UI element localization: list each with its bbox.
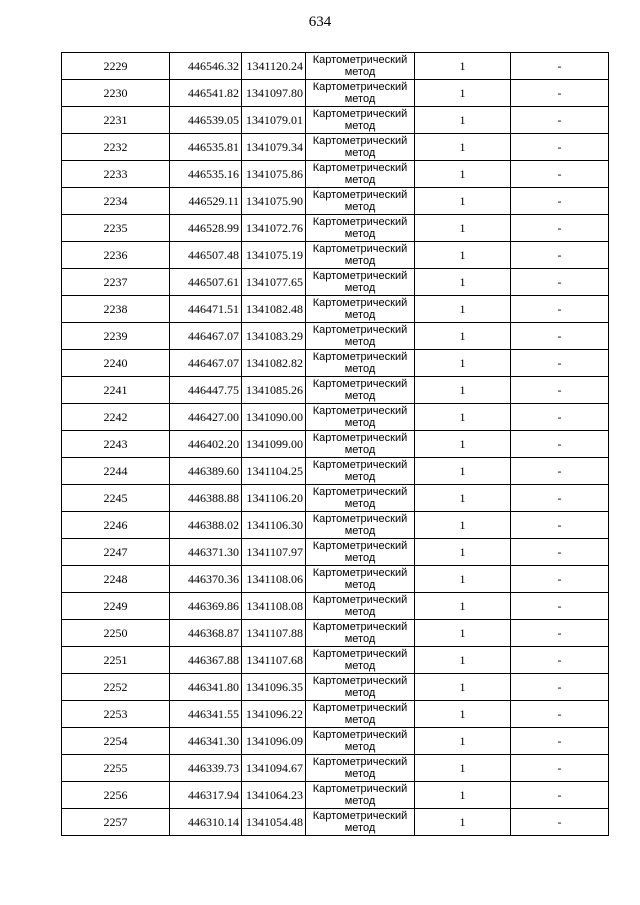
accuracy-cell: 1 — [415, 404, 511, 431]
description-cell: - — [511, 458, 609, 485]
point-number-cell: 2236 — [62, 242, 170, 269]
method-line-1: Картометрический — [312, 324, 408, 336]
method-line-1: Картометрический — [312, 540, 408, 552]
method-cell — [306, 242, 415, 269]
method-line-1: Картометрический — [312, 567, 408, 579]
x-coordinate-cell: 446471.51 — [170, 296, 242, 323]
y-coordinate-cell: 1341075.86 — [242, 161, 306, 188]
table-row — [62, 242, 609, 269]
description-cell: - — [511, 296, 609, 323]
description-cell: - — [511, 512, 609, 539]
table-row — [62, 377, 609, 404]
y-coordinate-cell: 1341096.35 — [242, 674, 306, 701]
method-line-2: метод — [344, 66, 376, 78]
point-number-cell: 2249 — [62, 593, 170, 620]
method-line-2: метод — [344, 822, 376, 834]
description-cell: - — [511, 107, 609, 134]
point-number-cell: 2247 — [62, 539, 170, 566]
x-coordinate-cell: 446341.55 — [170, 701, 242, 728]
y-coordinate-cell: 1341094.67 — [242, 755, 306, 782]
accuracy-cell: 1 — [415, 188, 511, 215]
y-coordinate-cell: 1341120.24 — [242, 53, 306, 80]
method-line-2: метод — [344, 714, 376, 726]
description-cell: - — [511, 485, 609, 512]
description-cell: - — [511, 188, 609, 215]
table-row — [62, 296, 609, 323]
accuracy-cell: 1 — [415, 512, 511, 539]
point-number-cell: 2237 — [62, 269, 170, 296]
method-line-2: метод — [344, 174, 376, 186]
method-line-1: Картометрический — [312, 81, 408, 93]
x-coordinate-cell: 446310.14 — [170, 809, 242, 836]
method-cell — [306, 728, 415, 755]
description-cell: - — [511, 242, 609, 269]
x-coordinate-cell: 446535.16 — [170, 161, 242, 188]
accuracy-cell: 1 — [415, 539, 511, 566]
method-line-1: Картометрический — [312, 486, 408, 498]
method-line-1: Картометрический — [312, 810, 408, 822]
method-cell — [306, 485, 415, 512]
accuracy-cell: 1 — [415, 647, 511, 674]
x-coordinate-cell: 446467.07 — [170, 323, 242, 350]
method-cell — [306, 782, 415, 809]
accuracy-cell: 1 — [415, 53, 511, 80]
table-row — [62, 188, 609, 215]
method-cell — [306, 323, 415, 350]
table-row — [62, 566, 609, 593]
method-line-2: метод — [344, 336, 376, 348]
method-cell — [306, 458, 415, 485]
method-line-1: Картометрический — [312, 351, 408, 363]
table-row — [62, 728, 609, 755]
x-coordinate-cell: 446541.82 — [170, 80, 242, 107]
accuracy-cell: 1 — [415, 80, 511, 107]
method-cell — [306, 161, 415, 188]
point-number-cell: 2255 — [62, 755, 170, 782]
table-row — [62, 701, 609, 728]
x-coordinate-cell: 446539.05 — [170, 107, 242, 134]
description-cell: - — [511, 755, 609, 782]
description-cell: - — [511, 539, 609, 566]
point-number-cell: 2246 — [62, 512, 170, 539]
x-coordinate-cell: 446388.88 — [170, 485, 242, 512]
table-row — [62, 539, 609, 566]
y-coordinate-cell: 1341096.09 — [242, 728, 306, 755]
y-coordinate-cell: 1341106.20 — [242, 485, 306, 512]
method-cell — [306, 809, 415, 836]
method-cell — [306, 377, 415, 404]
description-cell: - — [511, 80, 609, 107]
point-number-cell: 2234 — [62, 188, 170, 215]
method-line-1: Картометрический — [312, 729, 408, 741]
method-cell — [306, 431, 415, 458]
point-number-cell: 2241 — [62, 377, 170, 404]
method-line-1: Картометрический — [312, 675, 408, 687]
y-coordinate-cell: 1341054.48 — [242, 809, 306, 836]
x-coordinate-cell: 446367.88 — [170, 647, 242, 674]
accuracy-cell: 1 — [415, 674, 511, 701]
x-coordinate-cell: 446341.80 — [170, 674, 242, 701]
x-coordinate-cell: 446535.81 — [170, 134, 242, 161]
description-cell: - — [511, 323, 609, 350]
method-cell — [306, 350, 415, 377]
method-line-2: метод — [344, 660, 376, 672]
accuracy-cell: 1 — [415, 215, 511, 242]
table-row — [62, 80, 609, 107]
method-line-2: метод — [344, 282, 376, 294]
y-coordinate-cell: 1341106.30 — [242, 512, 306, 539]
method-cell — [306, 269, 415, 296]
method-line-2: метод — [344, 93, 376, 105]
method-line-2: метод — [344, 228, 376, 240]
y-coordinate-cell: 1341090.00 — [242, 404, 306, 431]
y-coordinate-cell: 1341104.25 — [242, 458, 306, 485]
x-coordinate-cell: 446370.36 — [170, 566, 242, 593]
method-cell — [306, 701, 415, 728]
y-coordinate-cell: 1341079.01 — [242, 107, 306, 134]
description-cell: - — [511, 350, 609, 377]
description-cell: - — [511, 647, 609, 674]
table-row — [62, 53, 609, 80]
accuracy-cell: 1 — [415, 269, 511, 296]
x-coordinate-cell: 446389.60 — [170, 458, 242, 485]
description-cell: - — [511, 53, 609, 80]
method-cell — [306, 755, 415, 782]
method-line-1: Картометрический — [312, 783, 408, 795]
accuracy-cell: 1 — [415, 755, 511, 782]
accuracy-cell: 1 — [415, 485, 511, 512]
accuracy-cell: 1 — [415, 620, 511, 647]
y-coordinate-cell: 1341085.26 — [242, 377, 306, 404]
accuracy-cell: 1 — [415, 458, 511, 485]
y-coordinate-cell: 1341097.80 — [242, 80, 306, 107]
description-cell: - — [511, 620, 609, 647]
table-row — [62, 404, 609, 431]
x-coordinate-cell: 446388.02 — [170, 512, 242, 539]
accuracy-cell: 1 — [415, 566, 511, 593]
method-line-1: Картометрический — [312, 513, 408, 525]
method-line-2: метод — [344, 390, 376, 402]
table-row — [62, 215, 609, 242]
accuracy-cell: 1 — [415, 107, 511, 134]
method-line-1: Картометрический — [312, 459, 408, 471]
x-coordinate-cell: 446402.20 — [170, 431, 242, 458]
x-coordinate-cell: 446371.30 — [170, 539, 242, 566]
method-cell — [306, 296, 415, 323]
table-row — [62, 809, 609, 836]
y-coordinate-cell: 1341072.76 — [242, 215, 306, 242]
table-row — [62, 431, 609, 458]
method-line-2: метод — [344, 552, 376, 564]
method-cell — [306, 53, 415, 80]
point-number-cell: 2252 — [62, 674, 170, 701]
x-coordinate-cell: 446546.32 — [170, 53, 242, 80]
method-cell — [306, 593, 415, 620]
method-cell — [306, 80, 415, 107]
y-coordinate-cell: 1341096.22 — [242, 701, 306, 728]
method-cell — [306, 620, 415, 647]
table-row — [62, 107, 609, 134]
method-cell — [306, 539, 415, 566]
y-coordinate-cell: 1341108.06 — [242, 566, 306, 593]
table-row — [62, 512, 609, 539]
description-cell: - — [511, 728, 609, 755]
method-line-2: метод — [344, 147, 376, 159]
x-coordinate-cell: 446427.00 — [170, 404, 242, 431]
x-coordinate-cell: 446317.94 — [170, 782, 242, 809]
point-number-cell: 2229 — [62, 53, 170, 80]
point-number-cell: 2242 — [62, 404, 170, 431]
accuracy-cell: 1 — [415, 350, 511, 377]
y-coordinate-cell: 1341099.00 — [242, 431, 306, 458]
table-row — [62, 269, 609, 296]
method-line-2: метод — [344, 471, 376, 483]
description-cell: - — [511, 377, 609, 404]
table-row — [62, 323, 609, 350]
method-line-1: Картометрический — [312, 594, 408, 606]
method-line-2: метод — [344, 768, 376, 780]
accuracy-cell: 1 — [415, 809, 511, 836]
point-number-cell: 2244 — [62, 458, 170, 485]
method-cell — [306, 647, 415, 674]
point-number-cell: 2232 — [62, 134, 170, 161]
accuracy-cell: 1 — [415, 161, 511, 188]
point-number-cell: 2254 — [62, 728, 170, 755]
accuracy-cell: 1 — [415, 701, 511, 728]
table-row — [62, 485, 609, 512]
method-line-1: Картометрический — [312, 135, 408, 147]
y-coordinate-cell: 1341077.65 — [242, 269, 306, 296]
accuracy-cell: 1 — [415, 782, 511, 809]
x-coordinate-cell: 446507.48 — [170, 242, 242, 269]
method-line-2: метод — [344, 579, 376, 591]
point-number-cell: 2250 — [62, 620, 170, 647]
description-cell: - — [511, 782, 609, 809]
table-row — [62, 593, 609, 620]
y-coordinate-cell: 1341083.29 — [242, 323, 306, 350]
point-number-cell: 2248 — [62, 566, 170, 593]
point-number-cell: 2238 — [62, 296, 170, 323]
x-coordinate-cell: 446528.99 — [170, 215, 242, 242]
y-coordinate-cell: 1341107.68 — [242, 647, 306, 674]
method-line-2: метод — [344, 741, 376, 753]
method-line-2: метод — [344, 363, 376, 375]
description-cell: - — [511, 134, 609, 161]
point-number-cell: 2245 — [62, 485, 170, 512]
accuracy-cell: 1 — [415, 728, 511, 755]
method-line-2: метод — [344, 201, 376, 213]
table-row — [62, 620, 609, 647]
method-line-1: Картометрический — [312, 162, 408, 174]
y-coordinate-cell: 1341079.34 — [242, 134, 306, 161]
description-cell: - — [511, 809, 609, 836]
description-cell: - — [511, 593, 609, 620]
point-number-cell: 2231 — [62, 107, 170, 134]
y-coordinate-cell: 1341107.97 — [242, 539, 306, 566]
table-row — [62, 755, 609, 782]
y-coordinate-cell: 1341082.82 — [242, 350, 306, 377]
table-row — [62, 458, 609, 485]
x-coordinate-cell: 446368.87 — [170, 620, 242, 647]
y-coordinate-cell: 1341075.90 — [242, 188, 306, 215]
accuracy-cell: 1 — [415, 242, 511, 269]
method-line-1: Картометрический — [312, 297, 408, 309]
method-line-2: метод — [344, 417, 376, 429]
table-row — [62, 782, 609, 809]
accuracy-cell: 1 — [415, 377, 511, 404]
method-line-2: метод — [344, 687, 376, 699]
method-line-1: Картометрический — [312, 189, 408, 201]
method-line-2: метод — [344, 309, 376, 321]
method-line-1: Картометрический — [312, 108, 408, 120]
description-cell: - — [511, 674, 609, 701]
method-line-1: Картометрический — [312, 432, 408, 444]
method-cell — [306, 134, 415, 161]
description-cell: - — [511, 404, 609, 431]
coordinates-table-body — [62, 53, 609, 836]
page-number: 634 — [308, 14, 332, 30]
method-line-1: Картометрический — [312, 270, 408, 282]
method-line-1: Картометрический — [312, 216, 408, 228]
x-coordinate-cell: 446339.73 — [170, 755, 242, 782]
y-coordinate-cell: 1341108.08 — [242, 593, 306, 620]
description-cell: - — [511, 431, 609, 458]
method-line-2: метод — [344, 795, 376, 807]
coordinates-table — [61, 52, 609, 836]
y-coordinate-cell: 1341107.88 — [242, 620, 306, 647]
point-number-cell: 2230 — [62, 80, 170, 107]
point-number-cell: 2256 — [62, 782, 170, 809]
point-number-cell: 2253 — [62, 701, 170, 728]
point-number-cell: 2257 — [62, 809, 170, 836]
method-line-1: Картометрический — [312, 621, 408, 633]
method-line-1: Картометрический — [312, 756, 408, 768]
method-cell — [306, 107, 415, 134]
accuracy-cell: 1 — [415, 323, 511, 350]
description-cell: - — [511, 566, 609, 593]
table-row — [62, 674, 609, 701]
method-line-1: Картометрический — [312, 243, 408, 255]
method-cell — [306, 188, 415, 215]
point-number-cell: 2243 — [62, 431, 170, 458]
x-coordinate-cell: 446369.86 — [170, 593, 242, 620]
description-cell: - — [511, 701, 609, 728]
method-line-2: метод — [344, 498, 376, 510]
method-line-1: Картометрический — [312, 54, 408, 66]
y-coordinate-cell: 1341075.19 — [242, 242, 306, 269]
method-line-1: Картометрический — [312, 378, 408, 390]
description-cell: - — [511, 269, 609, 296]
x-coordinate-cell: 446529.11 — [170, 188, 242, 215]
description-cell: - — [511, 215, 609, 242]
method-line-2: метод — [344, 633, 376, 645]
point-number-cell: 2233 — [62, 161, 170, 188]
accuracy-cell: 1 — [415, 431, 511, 458]
description-cell: - — [511, 161, 609, 188]
method-cell — [306, 512, 415, 539]
method-line-2: метод — [344, 606, 376, 618]
accuracy-cell: 1 — [415, 296, 511, 323]
x-coordinate-cell: 446467.07 — [170, 350, 242, 377]
table-row — [62, 647, 609, 674]
method-line-2: метод — [344, 255, 376, 267]
x-coordinate-cell: 446507.61 — [170, 269, 242, 296]
point-number-cell: 2240 — [62, 350, 170, 377]
table-row — [62, 134, 609, 161]
method-line-2: метод — [344, 120, 376, 132]
table-row — [62, 161, 609, 188]
y-coordinate-cell: 1341064.23 — [242, 782, 306, 809]
point-number-cell: 2235 — [62, 215, 170, 242]
method-cell — [306, 674, 415, 701]
table-row — [62, 350, 609, 377]
method-line-2: метод — [344, 525, 376, 537]
x-coordinate-cell: 446447.75 — [170, 377, 242, 404]
accuracy-cell: 1 — [415, 593, 511, 620]
method-cell — [306, 404, 415, 431]
method-line-1: Картометрический — [312, 405, 408, 417]
accuracy-cell: 1 — [415, 134, 511, 161]
method-line-1: Картометрический — [312, 702, 408, 714]
method-line-2: метод — [344, 444, 376, 456]
y-coordinate-cell: 1341082.48 — [242, 296, 306, 323]
point-number-cell: 2251 — [62, 647, 170, 674]
method-line-1: Картометрический — [312, 648, 408, 660]
method-cell — [306, 215, 415, 242]
x-coordinate-cell: 446341.30 — [170, 728, 242, 755]
method-cell — [306, 566, 415, 593]
point-number-cell: 2239 — [62, 323, 170, 350]
